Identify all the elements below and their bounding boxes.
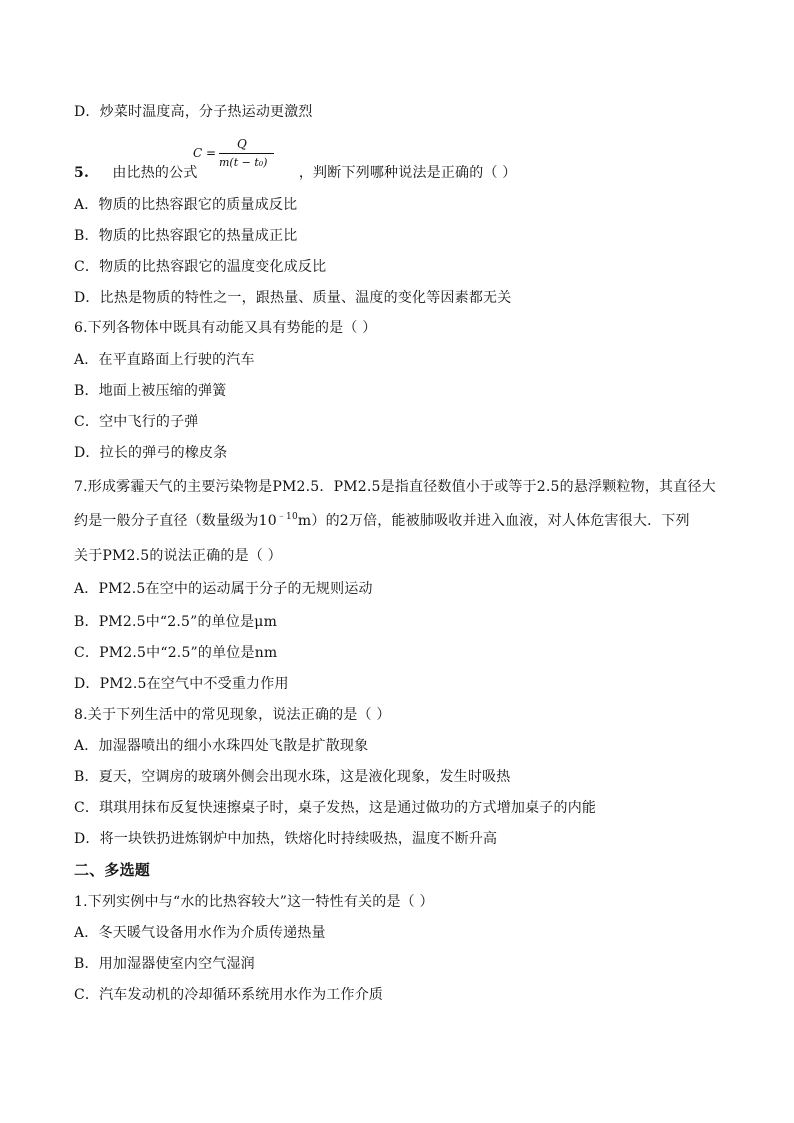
formula-fraction-bar: [219, 153, 274, 154]
q5-stem: [74, 164, 517, 182]
q7-stem-line2: [74, 512, 690, 532]
q5-option-b: B．物质的比热容跟它的热量成正比: [74, 228, 298, 244]
m1-stem: 1.下列实例中与“水的比热容较大”这一特性有关的是（ ）: [74, 894, 434, 910]
q8-option-b: B．夏天，空调房的玻璃外侧会出现水珠，这是液化现象，发生时吸热: [74, 769, 511, 785]
q5-option-d: D．比热是物质的特性之一，跟热量、质量、温度的变化等因素都无关: [74, 290, 512, 306]
q7-exponent: ﹣10: [276, 512, 298, 522]
q7-stem-line1: 7.形成雾霾天气的主要污染物是PM2.5．PM2.5是指直径数值小于或等于2.5的悬浮颗粒物，其直径大: [74, 479, 716, 495]
q6-option-d: D．拉长的弹弓的橡皮条: [74, 445, 228, 461]
q8-option-c: C．琪琪用抹布反复快速擦桌子时，桌子发热，这是通过做功的方式增加桌子的内能: [74, 800, 597, 816]
q5-option-a: A．物质的比热容跟它的质量成反比: [74, 197, 298, 213]
q7-option-c: C．PM2.5中“2.5”的单位是nm: [74, 645, 278, 661]
formula-lhs: C =: [193, 146, 217, 160]
q7-line2-end: m）的2万倍，能被肺吸收并进入血液，对人体危害很大．下列: [297, 513, 690, 529]
formula-denominator: m(t − t₀): [219, 156, 268, 169]
m1-option-a: A．冬天暖气设备用水作为介质传递热量: [74, 925, 326, 941]
q5-prefix: 由比热的公式: [112, 165, 198, 181]
m1-option-b: B．用加湿器使室内空气湿润: [74, 956, 255, 972]
q7-option-a: A．PM2.5在空中的运动属于分子的无规则运动: [74, 581, 373, 597]
formula-numerator: Q: [237, 137, 247, 151]
q5-option-c: C．物质的比热容跟它的温度变化成反比: [74, 259, 327, 275]
q7-stem-line3: 关于PM2.5的说法正确的是（ ）: [74, 548, 282, 564]
q6-option-c: C．空中飞行的子弹: [74, 414, 199, 430]
q6-stem: 6.下列各物体中既具有动能又具有势能的是（ ）: [74, 320, 377, 336]
q7-option-d: D．PM2.5在空气中不受重力作用: [74, 676, 289, 692]
m1-option-c: C．汽车发动机的冷却循环系统用水作为工作介质: [74, 987, 384, 1003]
q7-option-b: B．PM2.5中“2.5”的单位是μm: [74, 614, 278, 630]
q7-line2-start: 约是一般分子直径（数量级为10: [74, 513, 277, 529]
q8-option-a: A．加湿器喷出的细小水珠四处飞散是扩散现象: [74, 738, 369, 754]
q5-number: 5.: [74, 165, 90, 181]
section-heading-multiple-choice: 二、多选题: [74, 861, 151, 879]
q6-option-b: B．地面上被压缩的弹簧: [74, 383, 227, 399]
q8-stem: 8.关于下列生活中的常见现象，说法正确的是（ ）: [74, 707, 391, 723]
q6-option-a: A．在平直路面上行驶的汽车: [74, 352, 255, 368]
q8-option-d: D．将一块铁扔进炼钢炉中加热，铁熔化时持续吸热，温度不断升高: [74, 831, 498, 847]
q4-option-d: D．炒菜时温度高，分子热运动更激烈: [74, 104, 313, 120]
q5-suffix: ，判断下列哪种说法是正确的（ ）: [298, 165, 517, 181]
